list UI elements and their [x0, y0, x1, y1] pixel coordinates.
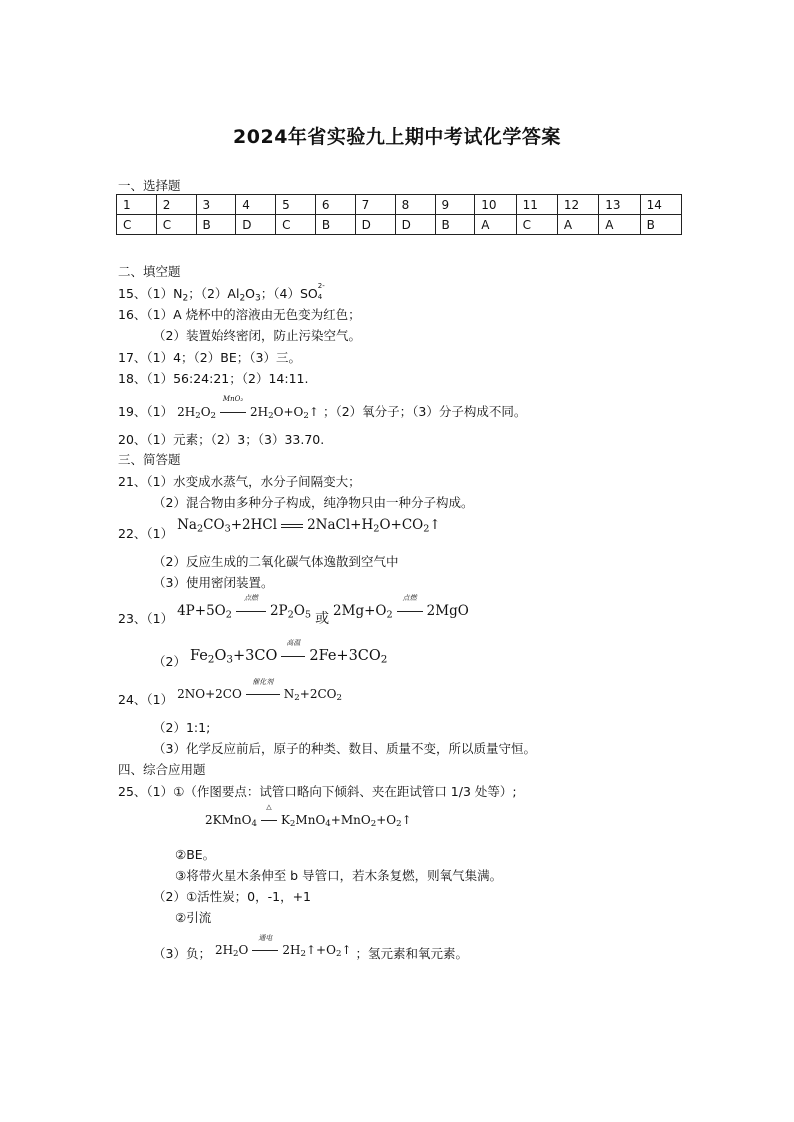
- q25-answer-line3: ②BE。: [175, 847, 216, 862]
- answer-cell: B: [315, 215, 355, 235]
- section-short-answer-heading: 三、简答题: [118, 452, 181, 467]
- q22-answer-line3: （3）使用密闭装置。: [153, 575, 274, 590]
- question-number-cell: 9: [435, 195, 475, 215]
- table-row-answers: [117, 215, 682, 235]
- page-title: 2024年省实验九上期中考试化学答案: [233, 126, 561, 148]
- question-number-cell: 6: [315, 195, 355, 215]
- q25-answer-line4: ③将带火星木条伸至 b 导管口，若木条复燃，则氧气集满。: [175, 868, 503, 883]
- question-number-cell: 3: [196, 195, 236, 215]
- section-fill-heading: 二、填空题: [118, 264, 181, 279]
- question-number-cell: 5: [276, 195, 316, 215]
- q23-equation-2: $2Mg+O_2$ 点燃 2MgO: [333, 594, 469, 621]
- question-number-cell: 7: [355, 195, 395, 215]
- question-number-cell: 13: [599, 195, 640, 215]
- question-number-cell: 14: [640, 195, 681, 215]
- q23-equation-1: $4P+5O_2$ 点燃 $2P_2O_5$: [177, 594, 312, 621]
- q25-equation-1: 2KMnO$_4$ △ $K_2MnO_4+MnO_2+O_2↑$: [205, 803, 412, 830]
- q25-answer-line6: ②引流: [175, 910, 212, 925]
- answer-cell: D: [395, 215, 435, 235]
- q23-answer-line2: （2） $Fe_2O_3+3CO$ 高温 $2Fe+3CO_2$: [153, 639, 388, 669]
- q21-answer-line2: （2）混合物由多种分子构成，纯净物只由一种分子构成。: [153, 495, 474, 510]
- q16-answer-line2: （2）装置始终密闭，防止污染空气。: [153, 328, 361, 343]
- q22-answer-line1: 22、（1） $Na_2CO_3+2HCl$ $2NaCl+H_2O+CO_2↑$: [118, 517, 441, 541]
- answer-cell: B: [435, 215, 475, 235]
- q19-equation: $2H_2O_2$ MnO₂ $2H_2O+O_2↑$: [177, 395, 319, 422]
- answer-cell: A: [557, 215, 598, 235]
- q24-answer-line2: （2）1:1;: [153, 720, 211, 735]
- q25-answer-line7: （3）负； $2H_2O$ 通电 $2H_2↑+O_2↑$ ；氢元素和氧元素。: [153, 934, 469, 961]
- answer-cell: B: [640, 215, 681, 235]
- section-choice-heading: 一、选择题: [118, 178, 181, 193]
- q22-answer-line2: （2）反应生成的二氧化碳气体逸散到空气中: [153, 554, 399, 569]
- q21-answer-line1: 21、（1）水变成水蒸气，水分子间隔变大；: [118, 474, 361, 489]
- q25-answer-line1: 25、（1）①（作图要点：试管口略向下倾斜、夹在距试管口 1/3 处等）;: [118, 784, 517, 799]
- q22-equation: $Na_2CO_3+2HCl$ $2NaCl+H_2O+CO_2↑$: [177, 517, 441, 535]
- answer-cell: C: [117, 215, 157, 235]
- q25-equation-line: [205, 803, 412, 830]
- q25-equation-2: $2H_2O$ 通电 $2H_2↑+O_2↑$: [214, 934, 352, 960]
- q23-equation-3: $Fe_2O_3+3CO$ 高温 $2Fe+3CO_2$: [189, 639, 388, 666]
- answer-cell: A: [475, 215, 516, 235]
- section-comprehensive-heading: 四、综合应用题: [118, 762, 206, 777]
- q20-answer: 20、（1）元素；（2）3；（3）33.70.: [118, 432, 325, 447]
- answer-cell: C: [156, 215, 196, 235]
- q23-answer-line1: 23、（1） $4P+5O_2$ 点燃 $2P_2O_5$ 或 $2Mg+O_2$ 点燃 2MgO: [118, 594, 469, 627]
- question-number-cell: 12: [557, 195, 598, 215]
- q16-answer-line1: 16、（1）A 烧杯中的溶液由无色变为红色；: [118, 307, 361, 322]
- question-number-cell: 4: [236, 195, 276, 215]
- question-number-cell: 1: [117, 195, 157, 215]
- answer-cell: B: [196, 215, 236, 235]
- answer-cell: A: [599, 215, 640, 235]
- answer-cell: D: [355, 215, 395, 235]
- q17-answer: 17、（1）4；（2）BE；（3）三。: [118, 350, 301, 365]
- q15-answer: 15、$(1)N_2$；$(2)Al_2O_3$；（4）SO 2- 4: [118, 282, 325, 304]
- q19-answer: 19、（1） $2H_2O_2$ MnO₂ $2H_2O+O_2↑$ ；（2）氧分子；（3）分子构成不同。: [118, 395, 527, 422]
- answer-cell: C: [516, 215, 557, 235]
- table-row-numbers: [117, 195, 682, 215]
- choice-answer-table: [116, 194, 682, 235]
- q18-answer: 18、（1）56:24:21；（2）14:11.: [118, 371, 309, 386]
- question-number-cell: 2: [156, 195, 196, 215]
- q24-answer-line3: （3）化学反应前后，原子的种类、数目、质量不变，所以质量守恒。: [153, 741, 536, 756]
- answer-cell: C: [276, 215, 316, 235]
- question-number-cell: 10: [475, 195, 516, 215]
- q24-answer-line1: 24、（1） 2NO+2CO 催化剂 $N_2+2CO_2$: [118, 678, 342, 707]
- question-number-cell: 8: [395, 195, 435, 215]
- q25-answer-line5: （2）①活性炭；0，-1，+1: [153, 889, 312, 904]
- question-number-cell: 11: [516, 195, 557, 215]
- q24-equation: 2NO+2CO 催化剂 $N_2+2CO_2$: [177, 678, 342, 704]
- answer-cell: D: [236, 215, 276, 235]
